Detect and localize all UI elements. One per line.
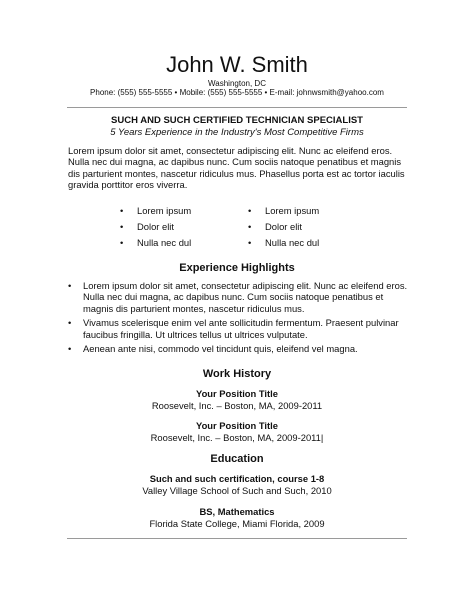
experience-list [68, 280, 413, 357]
skill-label: Dolor elit [265, 221, 302, 232]
skill-item [120, 235, 240, 251]
candidate-name: John W. Smith [166, 52, 308, 77]
experience-text: Vivamus scelerisque enim vel ante sollicitudin fermentum. Praesent pulvinar faucibus fringilla. Ut ultrices tellus ut ultrices vulputate. [83, 317, 399, 340]
top-divider [67, 107, 407, 108]
skill-item [120, 219, 240, 235]
skill-item [248, 219, 368, 235]
skill-item [248, 235, 368, 251]
job-title: Your Position Title [196, 388, 278, 399]
skill-label: Lorem ipsum [137, 205, 192, 216]
work-history-heading: Work History [202, 368, 272, 380]
skill-label: Lorem ipsum [265, 205, 320, 216]
candidate-location: Washington, DC [208, 79, 266, 88]
profile-summary [68, 145, 413, 191]
profile-headline: SUCH AND SUCH CERTIFIED TECHNICIAN SPECIALIST [111, 115, 363, 126]
skill-item [120, 203, 240, 219]
skill-label: Dolor elit [137, 221, 174, 232]
job-title: Your Position Title [196, 420, 278, 431]
bullet-icon: • [248, 237, 252, 248]
skill-label: Nulla nec dul [265, 237, 320, 248]
skill-label: Nulla nec dul [137, 237, 192, 248]
education-heading: Education [210, 453, 264, 465]
job-detail: Roosevelt, Inc. – Boston, MA, 2009-2011| [150, 432, 324, 443]
bullet-icon: • [68, 317, 72, 329]
bottom-divider [67, 538, 407, 539]
job-detail: Roosevelt, Inc. – Boston, MA, 2009-2011 [151, 400, 323, 411]
bullet-icon: • [68, 280, 72, 291]
experience-item [68, 317, 413, 340]
experience-item [68, 280, 413, 314]
summary-text: Lorem ipsum dolor sit amet, consectetur adipiscing elit. Nunc ac eleifend eros. Nulla nec dui magna, ac dapibus nunc. Cum sociis natoque penatibus et magnis dis parturient montes, nascetur ridiculus mus. Phasellus porta est ac tortor iaculis gravida porttitor eros viverra. [68, 145, 405, 191]
bullet-icon: • [68, 343, 72, 355]
bullet-icon: • [120, 205, 124, 216]
bullet-icon: • [248, 221, 252, 232]
bullet-icon: • [120, 237, 124, 248]
skills-column-right [248, 203, 368, 251]
skill-item [248, 203, 368, 219]
experience-text: Lorem ipsum dolor sit amet, consectetur adipiscing elit. Nunc ac eleifend eros. Nulla nec dui magna, ac dapibus nunc. Cum sociis natoque penatibus et magnis dis parturient montes, nascetur ridiculus mus. [83, 280, 408, 314]
education-title: Such and such certification, course 1-8 [149, 473, 325, 484]
bullet-icon: • [120, 221, 124, 232]
experience-heading: Experience Highlights [179, 262, 295, 274]
experience-item [68, 343, 413, 354]
contact-line: Phone: (555) 555-5555 • Mobile: (555) 555-5555 • E-mail: johnwsmith@yahoo.com [90, 88, 384, 97]
education-title: BS, Mathematics [199, 506, 275, 517]
education-detail: Florida State College, Miami Florida, 2009 [149, 518, 325, 529]
experience-text: Aenean ante nisi, commodo vel tincidunt quis, eleifend vel magna. [83, 343, 358, 355]
skills-column-left [120, 203, 240, 251]
profile-subheadline: 5 Years Experience in the Industry's Most Competitive Firms [110, 127, 364, 138]
bullet-icon: • [248, 205, 252, 216]
education-detail: Valley Village School of Such and Such, 2010 [142, 485, 332, 496]
